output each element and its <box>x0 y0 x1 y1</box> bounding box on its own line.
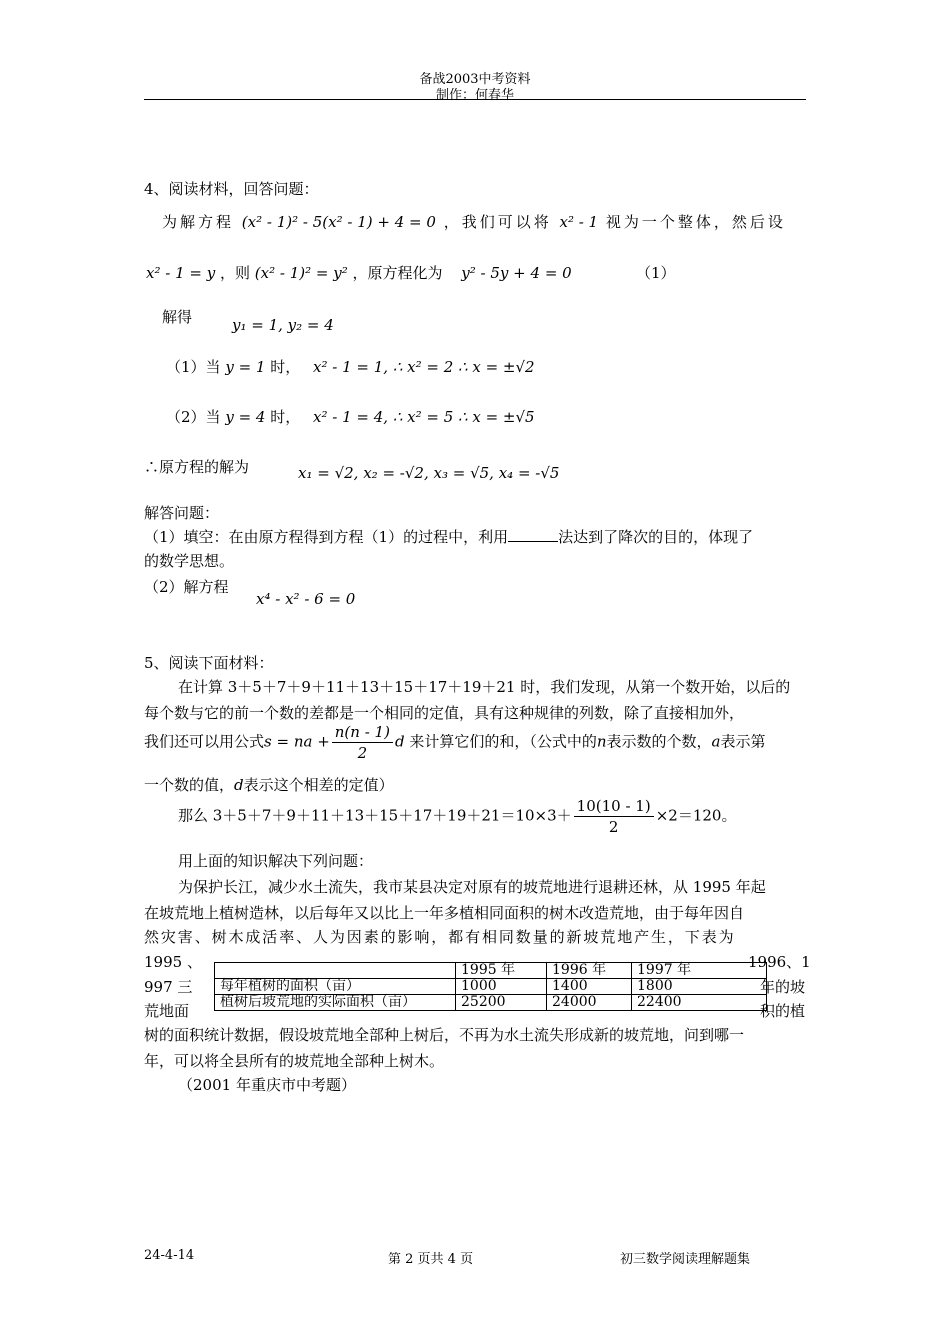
q5-line-11-left: 997 三 <box>144 978 193 996</box>
table-cell: 22400 <box>632 995 767 1011</box>
table-cell: 25200 <box>456 995 547 1011</box>
q4-sub-eq: x² - 1 = y <box>146 264 216 282</box>
header-title: 备战2003中考资料 <box>419 72 531 87</box>
q5-line-7: 为保护长江，减少水土流失，我市某县决定对原有的坡荒地进行退耕还林，从 1995 年起 <box>178 878 766 896</box>
q4-roots: y₁ = 1, y₂ = 4 <box>232 316 334 334</box>
q5-l5-b: ×2＝120。 <box>655 806 737 825</box>
q5-formula-d: d <box>394 732 405 751</box>
q4-case1-b: 时， <box>270 358 301 376</box>
q4-fill-blank[interactable] <box>508 527 558 542</box>
q5-var-a: a <box>711 732 721 751</box>
q5-line-10-right: 1996、1 <box>748 953 811 971</box>
table-cell: 1400 <box>547 979 632 995</box>
q4-eq-label: （1） <box>636 264 676 282</box>
q5-l5-fraction <box>574 796 654 837</box>
table-cell: 1000 <box>456 979 547 995</box>
q5-data-table <box>214 962 767 1011</box>
q5-var-n: n <box>596 732 607 751</box>
q5-source: （2001 年重庆市中考题） <box>178 1076 356 1094</box>
q4-answer-title: 解答问题： <box>144 504 220 522</box>
q4-p1-c: 的数学思想。 <box>144 552 235 570</box>
q4-p1-b: 法达到了降次的目的，体现了 <box>558 528 754 546</box>
table-header-cell: 1997 年 <box>632 963 767 979</box>
q4-sub-line <box>146 262 572 283</box>
q4-solve-label: 解得 <box>162 308 193 326</box>
footer-date: 24-4-14 <box>144 1248 195 1263</box>
q5-l3-c: 表示数的个数， <box>606 732 712 751</box>
q5-line-9: 然灾害、树木成活率、人为因素的影响，都有相同数量的新坡荒地产生，下表为 <box>144 928 736 946</box>
q4-case1-eq: x² - 1 = 1, ∴ x² = 2 ∴ x = ±√2 <box>313 358 535 376</box>
q5-formula-lhs: s = na + <box>264 732 330 751</box>
q4-p1-line <box>144 526 753 547</box>
q4-p1-a: （1）填空：在由原方程得到方程（1）的过程中，利用 <box>144 528 509 546</box>
table-header-row <box>215 963 767 979</box>
q4-intro-line <box>162 211 786 232</box>
q5-formula-den: 2 <box>357 744 368 762</box>
q5-l5-a: 那么 3＋5＋7＋9＋11＋13＋15＋17＋19＋21＝10×3＋ <box>178 806 572 825</box>
table-cell: 植树后坡荒地的实际面积（亩） <box>215 995 456 1011</box>
q4-p2-eq: x⁴ - x² - 6 = 0 <box>256 590 356 608</box>
q4-p2-a: （2）解方程 <box>144 578 229 596</box>
q4-term: x² - 1 <box>559 213 599 231</box>
q4-eq-y: y² - 5y + 4 = 0 <box>461 264 572 282</box>
q5-l3-b: 来计算它们的和，（公式中的 <box>409 732 597 751</box>
q5-line-12-right: 积的植 <box>760 1002 806 1020</box>
q5-line-1: 在计算 3＋5＋7＋9＋11＋13＋15＋17＋19＋21 时，我们发现，从第一个数开始，以后的 <box>178 678 791 696</box>
q5-l3-a: 我们还可以用公式 <box>144 732 265 751</box>
header-author: 制作：何春华 <box>435 88 514 103</box>
q4-sub-eq2: (x² - 1)² = y² <box>254 264 348 282</box>
table-cell: 每年植树的面积（亩） <box>215 979 456 995</box>
q4-becomes: ，原方程化为 <box>352 264 443 282</box>
q5-line-4 <box>144 774 394 795</box>
q4-case2 <box>166 406 535 427</box>
table-header-cell: 1995 年 <box>456 963 547 979</box>
q5-formula-line <box>144 722 766 763</box>
q4-intro-b: ，我们可以将 <box>443 213 552 231</box>
header-rule <box>144 99 806 100</box>
table-row <box>215 995 767 1011</box>
q5-formula-fraction <box>332 722 393 763</box>
q4-title: 4、阅读材料，回答问题： <box>144 180 319 198</box>
q5-l4-b: 表示这个相差的定值） <box>243 776 394 794</box>
q5-line-12-left: 荒地面 <box>144 1002 190 1020</box>
footer-doc-title: 初三数学阅读理解题集 <box>620 1252 751 1267</box>
q4-sol-label: ∴原方程的解为 <box>144 458 250 476</box>
q4-case1-y: y = 1 <box>225 358 266 376</box>
q5-line-11-right: 年的坡 <box>760 978 806 996</box>
q5-line-8: 在坡荒地上植树造林，以后每年又以比上一年多植相同面积的树木改造荒地，由于每年因自 <box>144 904 745 922</box>
q5-var-d: d <box>234 776 244 794</box>
q4-case1 <box>166 356 535 377</box>
table-cell: 1800 <box>632 979 767 995</box>
q4-then: ，则 <box>219 264 250 282</box>
q5-line-5 <box>178 796 736 837</box>
table-cell: 24000 <box>547 995 632 1011</box>
q5-l3-d: 表示第 <box>720 732 766 751</box>
q4-sol-eq: x₁ = √2, x₂ = -√2, x₃ = √5, x₄ = -√5 <box>298 464 560 482</box>
q4-case2-b: 时， <box>270 408 301 426</box>
q5-line-13: 树的面积统计数据，假设坡荒地全部种上树后，不再为水土流失形成新的坡荒地，问到哪一 <box>144 1026 745 1044</box>
footer-page-number: 第 2 页共 4 页 <box>388 1252 474 1267</box>
q5-l4-a: 一个数的值， <box>144 776 235 794</box>
table-header-cell <box>215 963 456 979</box>
table-header-cell: 1996 年 <box>547 963 632 979</box>
q5-line-14: 年，可以将全县所有的坡荒地全部种上树木。 <box>144 1052 445 1070</box>
q5-l5-num: 10(10 - 1) <box>574 796 654 817</box>
q5-line-10-left: 1995 、 <box>144 953 202 971</box>
q4-eq-main: (x² - 1)² - 5(x² - 1) + 4 = 0 <box>241 213 436 231</box>
q4-case2-eq: x² - 1 = 4, ∴ x² = 5 ∴ x = ±√5 <box>313 408 535 426</box>
q4-intro-c: 视为一个整体，然后设 <box>605 213 786 231</box>
q4-intro-a: 为解方程 <box>162 213 235 231</box>
q4-case2-y: y = 4 <box>225 408 266 426</box>
q4-case1-a: （1）当 <box>166 358 221 376</box>
q5-title: 5、阅读下面材料： <box>144 654 274 672</box>
table-row <box>215 979 767 995</box>
q5-formula-num: n(n - 1) <box>332 722 393 743</box>
q5-line-2: 每个数与它的前一个数的差都是一个相同的定值，具有这种规律的列数，除了直接相加外， <box>144 704 745 722</box>
q5-line-6: 用上面的知识解决下列问题： <box>178 852 374 870</box>
q4-case2-a: （2）当 <box>166 408 221 426</box>
q5-l5-den: 2 <box>608 818 619 836</box>
